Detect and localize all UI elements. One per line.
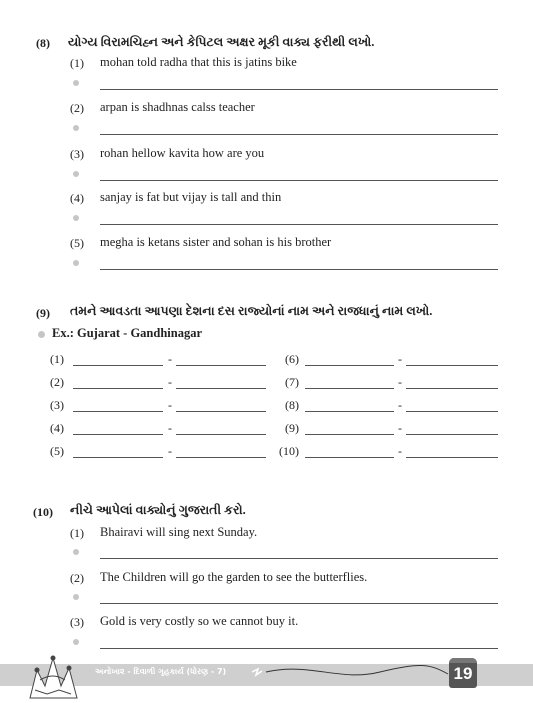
q9-row-8-capital-line[interactable] <box>406 411 498 412</box>
q9-row-8-state-line[interactable] <box>305 411 394 412</box>
bullet-dot <box>73 260 79 266</box>
q10-item-2-answer-line[interactable] <box>100 603 498 604</box>
q9-row-7-number: (7) <box>285 375 299 389</box>
question-10-number: (10) <box>33 505 53 519</box>
question-8-title: યોગ્ય વિરામચિહ્ન અને કેપિટલ અક્ષર મૂકી વાક્ય ફરીથી લખો. <box>68 35 375 49</box>
q10-item-3-answer-line[interactable] <box>100 648 498 649</box>
q9-row-6-capital-line[interactable] <box>406 365 498 366</box>
q9-row-2-dash: - <box>168 375 172 389</box>
q9-row-5-number: (5) <box>50 444 64 458</box>
q10-item-3-text: Gold is very costly so we cannot buy it. <box>100 614 299 628</box>
q8-item-5-text: megha is ketans sister and sohan is his brother <box>100 235 332 249</box>
q9-row-10-state-line[interactable] <box>305 457 394 458</box>
q9-row-7-capital-line[interactable] <box>406 388 498 389</box>
q9-row-6-dash: - <box>398 352 402 366</box>
q8-item-3-text: rohan hellow kavita how are you <box>100 146 265 160</box>
q9-row-9-capital-line[interactable] <box>406 434 498 435</box>
q9-row-8-dash: - <box>398 398 402 412</box>
q10-item-1-answer-line[interactable] <box>100 558 498 559</box>
footer-title: અનોખા૨ - દિવાળી ગૃહકાર્ય (ધોરણ - 7) <box>95 667 227 676</box>
q9-row-2-state-line[interactable] <box>73 388 163 389</box>
q8-item-5-answer-line[interactable] <box>100 269 498 270</box>
bullet-dot <box>73 80 79 86</box>
q9-row-10-capital-line[interactable] <box>406 457 498 458</box>
q9-row-5-capital-line[interactable] <box>176 457 266 458</box>
q10-item-1-text: Bhairavi will sing next Sunday. <box>100 525 258 539</box>
question-8-number: (8) <box>36 36 50 50</box>
q10-item-2-text: The Children will go the garden to see the butterflies. <box>100 570 368 584</box>
q8-item-3-number: (3) <box>70 147 84 161</box>
q8-item-4-text: sanjay is fat but vijay is tall and thin <box>100 190 282 204</box>
example-bullet-dot <box>38 331 45 338</box>
q9-row-7-state-line[interactable] <box>305 388 394 389</box>
q8-item-4-number: (4) <box>70 191 84 205</box>
q9-row-1-capital-line[interactable] <box>176 365 266 366</box>
q9-row-6-state-line[interactable] <box>305 365 394 366</box>
question-9-title: તમને આવડતા આપણા દેશના દસ રાજ્યોનાં નામ અને રાજધાનું નામ લખો. <box>70 304 433 318</box>
q9-row-6-number: (6) <box>285 352 299 366</box>
bullet-dot <box>73 639 79 645</box>
q9-row-2-number: (2) <box>50 375 64 389</box>
q9-row-4-number: (4) <box>50 421 64 435</box>
bullet-dot <box>73 171 79 177</box>
example-text: Ex.: Gujarat - Gandhinagar <box>52 326 203 340</box>
q9-row-7-dash: - <box>398 375 402 389</box>
question-10-title: નીચે આપેલાં વાક્યોનું ગુજરાતી કરો. <box>70 503 246 517</box>
q9-row-1-dash: - <box>168 352 172 366</box>
q10-item-1-number: (1) <box>70 526 84 540</box>
q9-row-9-number: (9) <box>285 421 299 435</box>
q8-item-4-answer-line[interactable] <box>100 224 498 225</box>
q8-item-3-answer-line[interactable] <box>100 180 498 181</box>
q10-item-3-number: (3) <box>70 615 84 629</box>
q9-row-9-state-line[interactable] <box>305 434 394 435</box>
footer-wavy-line <box>250 660 450 686</box>
q9-row-3-number: (3) <box>50 398 64 412</box>
q8-item-2-text: arpan is shadhnas calss teacher <box>100 100 255 114</box>
q8-item-1-text: mohan told radha that this is jatins bike <box>100 55 297 69</box>
q9-row-3-capital-line[interactable] <box>176 411 266 412</box>
bullet-dot <box>73 215 79 221</box>
q9-row-9-dash: - <box>398 421 402 435</box>
bullet-dot <box>73 125 79 131</box>
q9-row-4-capital-line[interactable] <box>176 434 266 435</box>
q9-row-3-dash: - <box>168 398 172 412</box>
q8-item-2-answer-line[interactable] <box>100 134 498 135</box>
q10-item-2-number: (2) <box>70 571 84 585</box>
q9-row-5-state-line[interactable] <box>73 457 163 458</box>
q9-row-10-number: (10) <box>279 444 299 458</box>
question-9-number: (9) <box>36 306 50 320</box>
q9-row-4-state-line[interactable] <box>73 434 163 435</box>
bullet-dot <box>73 594 79 600</box>
q9-row-1-state-line[interactable] <box>73 365 163 366</box>
q9-row-3-state-line[interactable] <box>73 411 163 412</box>
q9-row-1-number: (1) <box>50 352 64 366</box>
q8-item-2-number: (2) <box>70 101 84 115</box>
q9-row-2-capital-line[interactable] <box>176 388 266 389</box>
footer-crown-logo <box>25 650 85 702</box>
q8-item-1-number: (1) <box>70 56 84 70</box>
page-number-badge: 19 <box>449 658 477 688</box>
q8-item-1-answer-line[interactable] <box>100 89 498 90</box>
bullet-dot <box>73 549 79 555</box>
q9-row-8-number: (8) <box>285 398 299 412</box>
q8-item-5-number: (5) <box>70 236 84 250</box>
q9-row-5-dash: - <box>168 444 172 458</box>
q9-row-10-dash: - <box>398 444 402 458</box>
q9-row-4-dash: - <box>168 421 172 435</box>
